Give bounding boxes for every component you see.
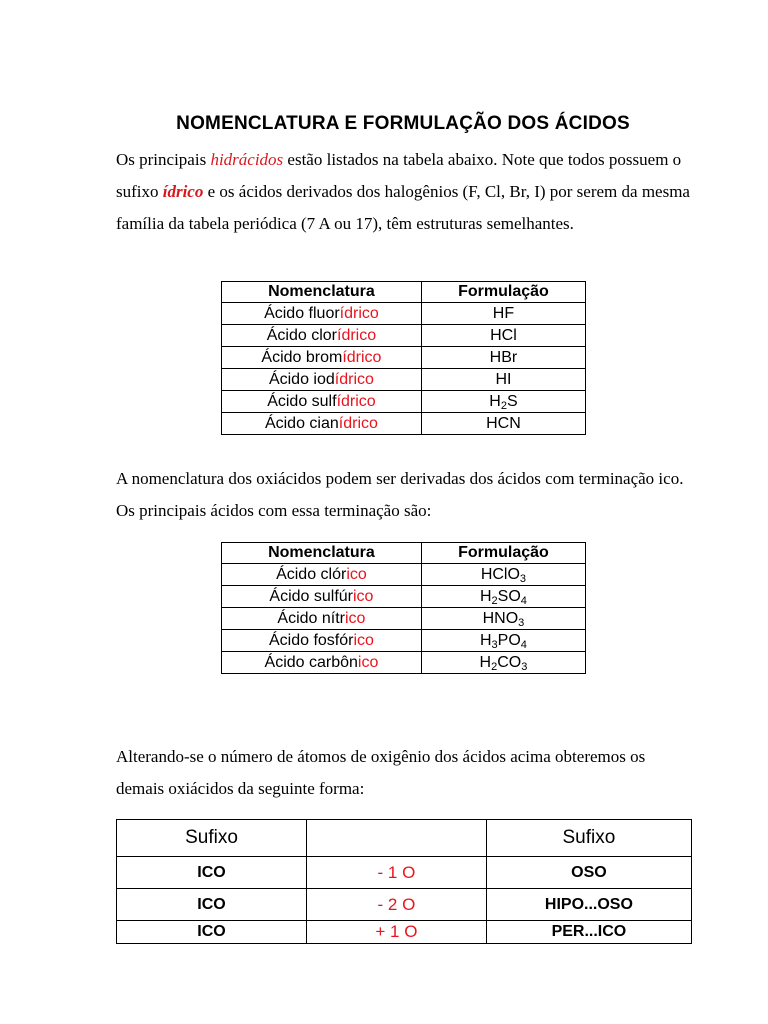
oxyacids-paragraph: A nomenclatura dos oxiácidos podem ser derivadas dos ácidos com terminação ico. Os principais ácidos com essa terminação são: bbox=[116, 469, 684, 520]
column-header-change bbox=[307, 820, 487, 857]
acid-name-cell bbox=[222, 564, 422, 586]
formula-subscript: 3 bbox=[519, 573, 527, 585]
intro-text-2: estão listados na tabela abaixo. Note que todos possuem o sufixo bbox=[116, 150, 682, 201]
acid-name-cell bbox=[222, 369, 422, 391]
formula-text: $H_2SO_4$ bbox=[479, 588, 527, 607]
formula-subscript: 2 bbox=[500, 400, 507, 412]
acid-name-cell bbox=[222, 630, 422, 652]
acid-suffix: ídrico bbox=[334, 371, 374, 388]
intro-paragraph bbox=[116, 144, 696, 240]
acid-stem: Ácido carbôn bbox=[264, 654, 358, 671]
formula-subscript: 3 bbox=[518, 617, 525, 629]
acid-suffix: ico bbox=[345, 610, 366, 627]
acid-name-cell bbox=[222, 391, 422, 413]
formula-text: $H_2CO_3$ bbox=[479, 654, 528, 673]
formula-cell bbox=[421, 652, 585, 674]
intro-text-1: Os principais bbox=[116, 150, 211, 169]
table-row bbox=[222, 413, 586, 435]
acid-name-cell bbox=[222, 347, 422, 369]
table-row bbox=[117, 921, 692, 944]
table-header-row bbox=[222, 282, 586, 303]
hidracidos-highlight: hidrácidos bbox=[210, 150, 284, 169]
acid-name-cell bbox=[222, 303, 422, 325]
suffix-to-cell: OSO bbox=[486, 857, 691, 889]
column-header-nomenclatura: Nomenclatura bbox=[222, 543, 422, 564]
table-row bbox=[222, 391, 586, 413]
hydracids-table bbox=[221, 281, 586, 435]
acid-suffix: ico bbox=[353, 588, 374, 605]
table-row bbox=[222, 325, 586, 347]
table-row bbox=[222, 586, 586, 608]
table-row bbox=[222, 608, 586, 630]
formula-cell bbox=[421, 347, 585, 369]
oxygen-change-cell: + 1 O bbox=[307, 921, 487, 944]
acid-suffix: ídrico bbox=[339, 305, 379, 322]
acid-stem: Ácido clór bbox=[276, 566, 347, 583]
variation-paragraph: Alterando-se o número de átomos de oxigênio dos ácidos acima obteremos os demais oxiácidos da seguinte forma: bbox=[116, 747, 646, 798]
suffix-from-cell: ICO bbox=[117, 921, 307, 944]
column-header-formulacao: Formulação bbox=[421, 282, 585, 303]
acid-name-cell bbox=[222, 652, 422, 674]
formula-text: $H_2S$ bbox=[489, 393, 518, 412]
table-header-row bbox=[222, 543, 586, 564]
suffix-table bbox=[116, 819, 692, 944]
acid-suffix: ídrico bbox=[337, 327, 377, 344]
formula-text: HBr bbox=[489, 349, 518, 366]
column-header-sufixo-to: Sufixo bbox=[486, 820, 691, 857]
suffix-to-cell: PER...ICO bbox=[486, 921, 691, 944]
formula-cell bbox=[421, 303, 585, 325]
oxygen-change-cell: - 2 O bbox=[307, 889, 487, 921]
formula-subscript: 2 bbox=[491, 661, 498, 673]
page-title: NOMENCLATURA E FORMULAÇÃO DOS ÁCIDOS bbox=[176, 113, 630, 134]
acid-stem: Ácido fosfór bbox=[268, 632, 354, 649]
table-row bbox=[222, 652, 586, 674]
formula-cell bbox=[421, 413, 585, 435]
acid-suffix: ico bbox=[357, 654, 379, 671]
formula-cell bbox=[421, 564, 585, 586]
table-row bbox=[222, 369, 586, 391]
column-header-sufixo-from: Sufixo bbox=[117, 820, 307, 857]
formula-text: HCl bbox=[490, 327, 517, 344]
formula-subscript: 4 bbox=[520, 595, 527, 607]
table-row bbox=[117, 889, 692, 921]
table-row bbox=[222, 564, 586, 586]
table-row bbox=[222, 303, 586, 325]
acid-stem: Ácido sulfúr bbox=[269, 588, 353, 605]
suffix-to-cell: HIPO...OSO bbox=[486, 889, 691, 921]
formula-text: HF bbox=[492, 305, 515, 322]
oxygen-change-cell: - 1 O bbox=[307, 857, 487, 889]
acid-suffix: ídrico bbox=[336, 393, 376, 410]
table-row bbox=[222, 347, 586, 369]
oxyacids-table bbox=[221, 542, 586, 674]
acid-name-cell bbox=[222, 586, 422, 608]
formula-text: $H_3PO_4$ bbox=[479, 632, 527, 651]
suffix-from-cell: ICO bbox=[117, 889, 307, 921]
acid-suffix: ico bbox=[346, 566, 367, 583]
column-header-formulacao: Formulação bbox=[421, 543, 585, 564]
formula-text: HCN bbox=[486, 415, 521, 432]
formula-subscript: 3 bbox=[521, 661, 528, 673]
acid-suffix: ídrico bbox=[338, 415, 378, 432]
suffix-from-cell: ICO bbox=[117, 857, 307, 889]
acid-stem: Ácido iod bbox=[268, 371, 335, 388]
acid-stem: Ácido cian bbox=[264, 415, 339, 432]
acid-name-cell bbox=[222, 325, 422, 347]
intro-text-3: e os ácidos derivados dos halogênios (F, Cl, Br, I) por serem da mesma família da tabela periódica (7 A ou 17), têm estruturas semelhantes. bbox=[116, 182, 690, 233]
formula-cell bbox=[421, 630, 585, 652]
acid-name-cell bbox=[222, 608, 422, 630]
formula-subscript: 3 bbox=[491, 639, 498, 651]
acid-stem: Ácido nítr bbox=[277, 610, 345, 627]
formula-subscript: 4 bbox=[520, 639, 527, 651]
table-header-row bbox=[117, 820, 692, 857]
acid-stem: Ácido fluor bbox=[264, 305, 340, 322]
table-row bbox=[117, 857, 692, 889]
table-row bbox=[222, 630, 586, 652]
formula-cell bbox=[421, 369, 585, 391]
acid-suffix: ico bbox=[353, 632, 374, 649]
formula-subscript: 2 bbox=[491, 595, 498, 607]
formula-cell bbox=[421, 608, 585, 630]
acid-stem: Ácido brom bbox=[261, 349, 343, 366]
column-header-nomenclatura: Nomenclatura bbox=[222, 282, 422, 303]
acid-name-cell bbox=[222, 413, 422, 435]
formula-text: $HNO_3$ bbox=[482, 610, 525, 629]
acid-suffix: ídrico bbox=[342, 349, 382, 366]
formula-cell bbox=[421, 325, 585, 347]
idrico-highlight: ídrico bbox=[162, 182, 204, 201]
formula-text: HI bbox=[495, 371, 512, 388]
formula-text: HClO$_3$ bbox=[480, 566, 527, 585]
acid-stem: Ácido clor bbox=[266, 327, 337, 344]
formula-cell bbox=[421, 586, 585, 608]
formula-cell bbox=[421, 391, 585, 413]
acid-stem: Ácido sulf bbox=[267, 393, 337, 410]
